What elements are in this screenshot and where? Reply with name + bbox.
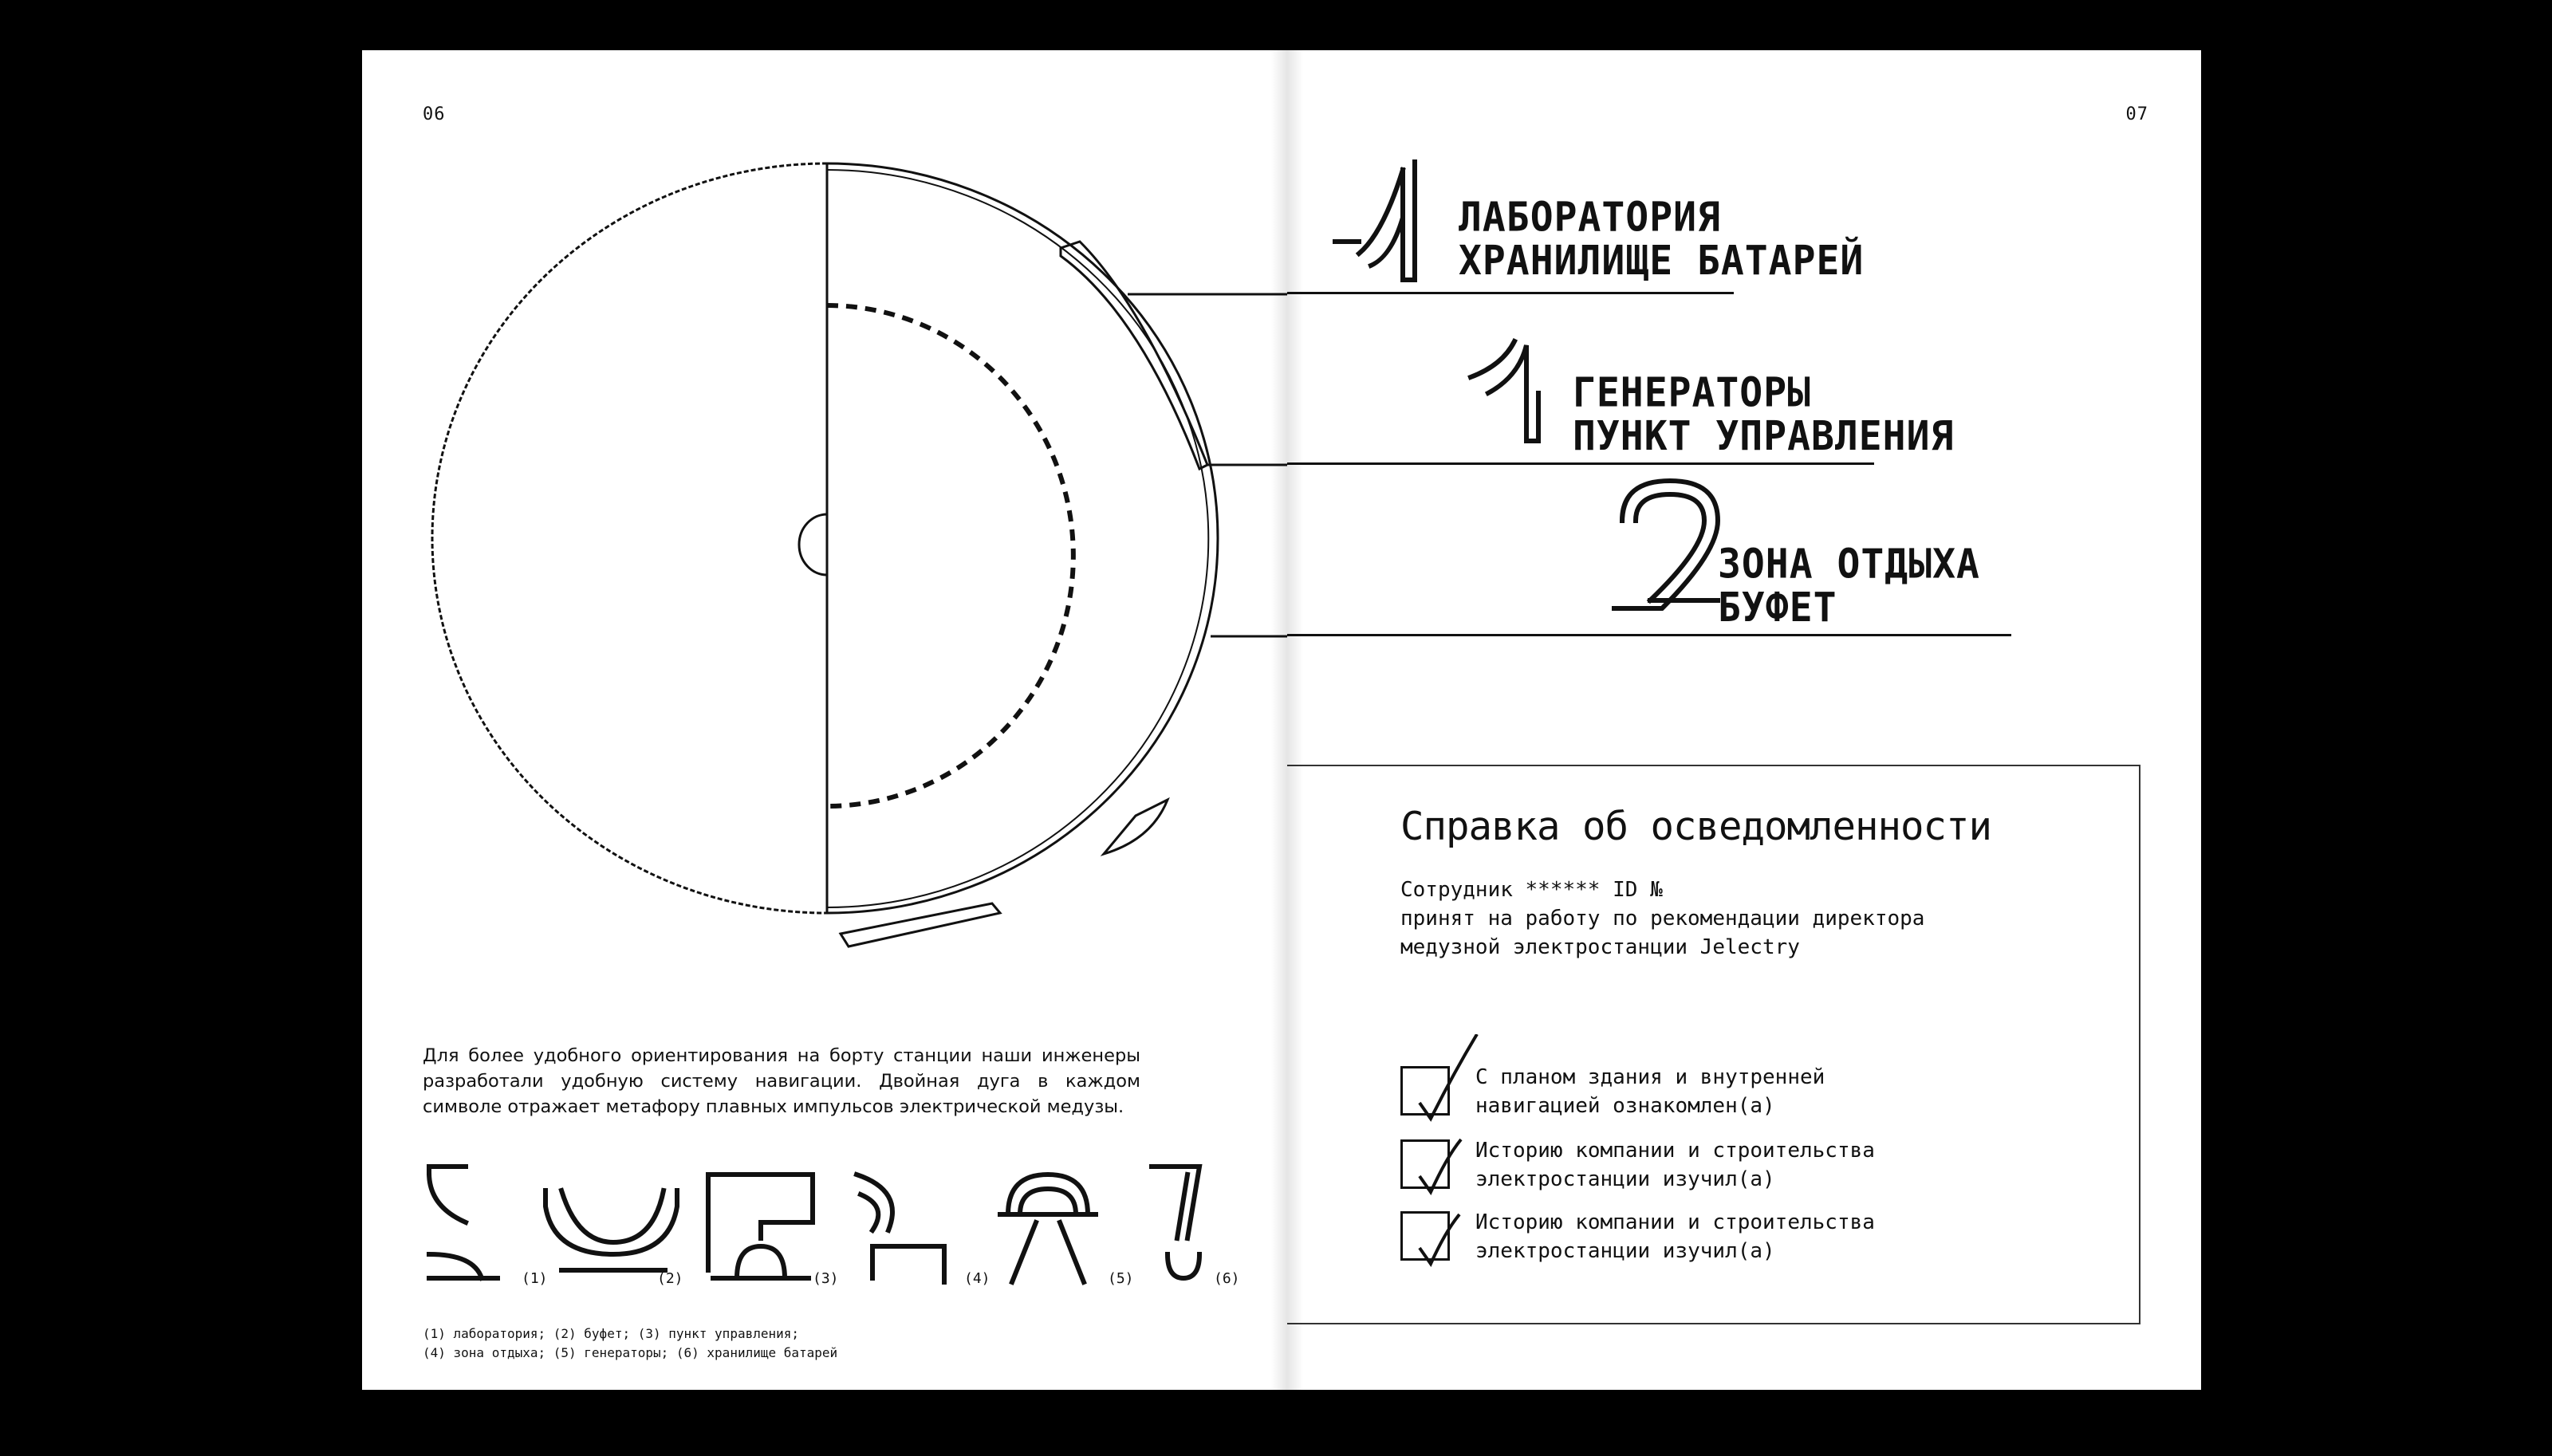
legend-line: (4) зона отдыха; (5) генераторы; (6) хранилище батарей	[423, 1345, 838, 1360]
station-center-notch	[799, 514, 827, 575]
left-page	[362, 50, 1287, 1390]
certificate-title: Справка об осведомленности	[1400, 804, 1992, 849]
station-outer-hull-right	[827, 163, 1218, 913]
check-label-line: электростанции изучил(а)	[1475, 1167, 1775, 1191]
station-outer-hull-right-inner	[827, 170, 1208, 907]
check-label-line: навигацией ознакомлен(а)	[1475, 1094, 1775, 1118]
zone-buffet-outline	[841, 903, 1000, 946]
zone-label-floor-minus-1	[1459, 194, 1865, 285]
check-label	[1475, 1136, 1875, 1194]
check-label-line: С планом здания и внутренней	[1475, 1065, 1825, 1089]
control-point-symbol-icon	[708, 1175, 813, 1278]
station-floorplan-diagram	[362, 50, 1287, 1047]
zone-line-text: ПУНКТ УПРАВЛЕНИЯ	[1573, 412, 1955, 460]
icon-label-2: (2)	[657, 1270, 683, 1287]
symbols-legend	[423, 1324, 1061, 1363]
laboratory-symbol-icon	[429, 1167, 498, 1278]
zone-line-text: ХРАНИЛИЩЕ БАТАРЕЙ	[1459, 237, 1865, 285]
zone-battery-storage-outline	[1061, 242, 1207, 469]
icon-label-5: (5)	[1108, 1270, 1134, 1287]
check-label-line: электростанции изучил(а)	[1475, 1239, 1775, 1263]
icon-label-1: (1)	[522, 1270, 548, 1287]
checkmark-icon	[1397, 1179, 1485, 1267]
battery-storage-symbol-icon	[1152, 1167, 1199, 1278]
generators-symbol-icon	[1000, 1175, 1096, 1282]
certificate-line: принят на работу по рекомендации директора	[1400, 907, 1925, 931]
floor-minus-one-numeral-icon	[1335, 162, 1415, 280]
page-number: 06	[423, 104, 446, 124]
certificate-body	[1400, 876, 1924, 962]
icon-label-6: (6)	[1214, 1270, 1240, 1287]
zone-line-text: ЛАБОРАТОРИЯ	[1459, 194, 1721, 242]
rest-zone-symbol-icon	[857, 1175, 944, 1282]
check-label-line: Историю компании и строительства	[1475, 1210, 1875, 1234]
buffet-symbol-icon	[545, 1190, 677, 1270]
check-label-line: Историю компании и строительства	[1475, 1139, 1875, 1163]
station-outer-hull-left	[432, 163, 827, 913]
floor-two-numeral-icon	[1614, 481, 1718, 608]
floor-one-numeral-icon	[1471, 341, 1538, 441]
zone-label-floor-1	[1573, 371, 1954, 458]
right-page	[1287, 50, 2201, 1390]
check-label	[1475, 1063, 1825, 1120]
zone-lab-outline	[1104, 800, 1168, 854]
check-label	[1475, 1208, 1875, 1265]
check-item-floorplan[interactable]	[1400, 1063, 2038, 1131]
legend-line: (1) лаборатория; (2) буфет; (3) пункт управления;	[423, 1326, 800, 1341]
zone-line-text: ЗОНА ОТДЫХА	[1718, 541, 1980, 588]
icon-label-4: (4)	[964, 1270, 990, 1287]
inner-ring-dotted	[827, 305, 1073, 806]
icon-label-3: (3)	[813, 1270, 839, 1287]
certificate-line: Сотрудник ****** ID №	[1400, 878, 1663, 902]
zone-label-floor-2	[1718, 541, 1980, 632]
certificate-line: медузной электростанции Jelectry	[1400, 935, 1800, 959]
page-number: 07	[2125, 104, 2148, 124]
check-item-history-1[interactable]	[1400, 1136, 2038, 1205]
zone-line-text: ГЕНЕРАТОРЫ	[1573, 369, 1811, 417]
intro-paragraph: Для более удобного ориентирования на борту станции наши инженеры разработали удобную систему навигации. Двойная дуга в каждом символе отражает метафору плавных импульсов электрической медузы.	[423, 1045, 1140, 1117]
check-item-history-2[interactable]	[1400, 1208, 2038, 1277]
zone-line-text: БУФЕТ	[1718, 584, 1837, 632]
